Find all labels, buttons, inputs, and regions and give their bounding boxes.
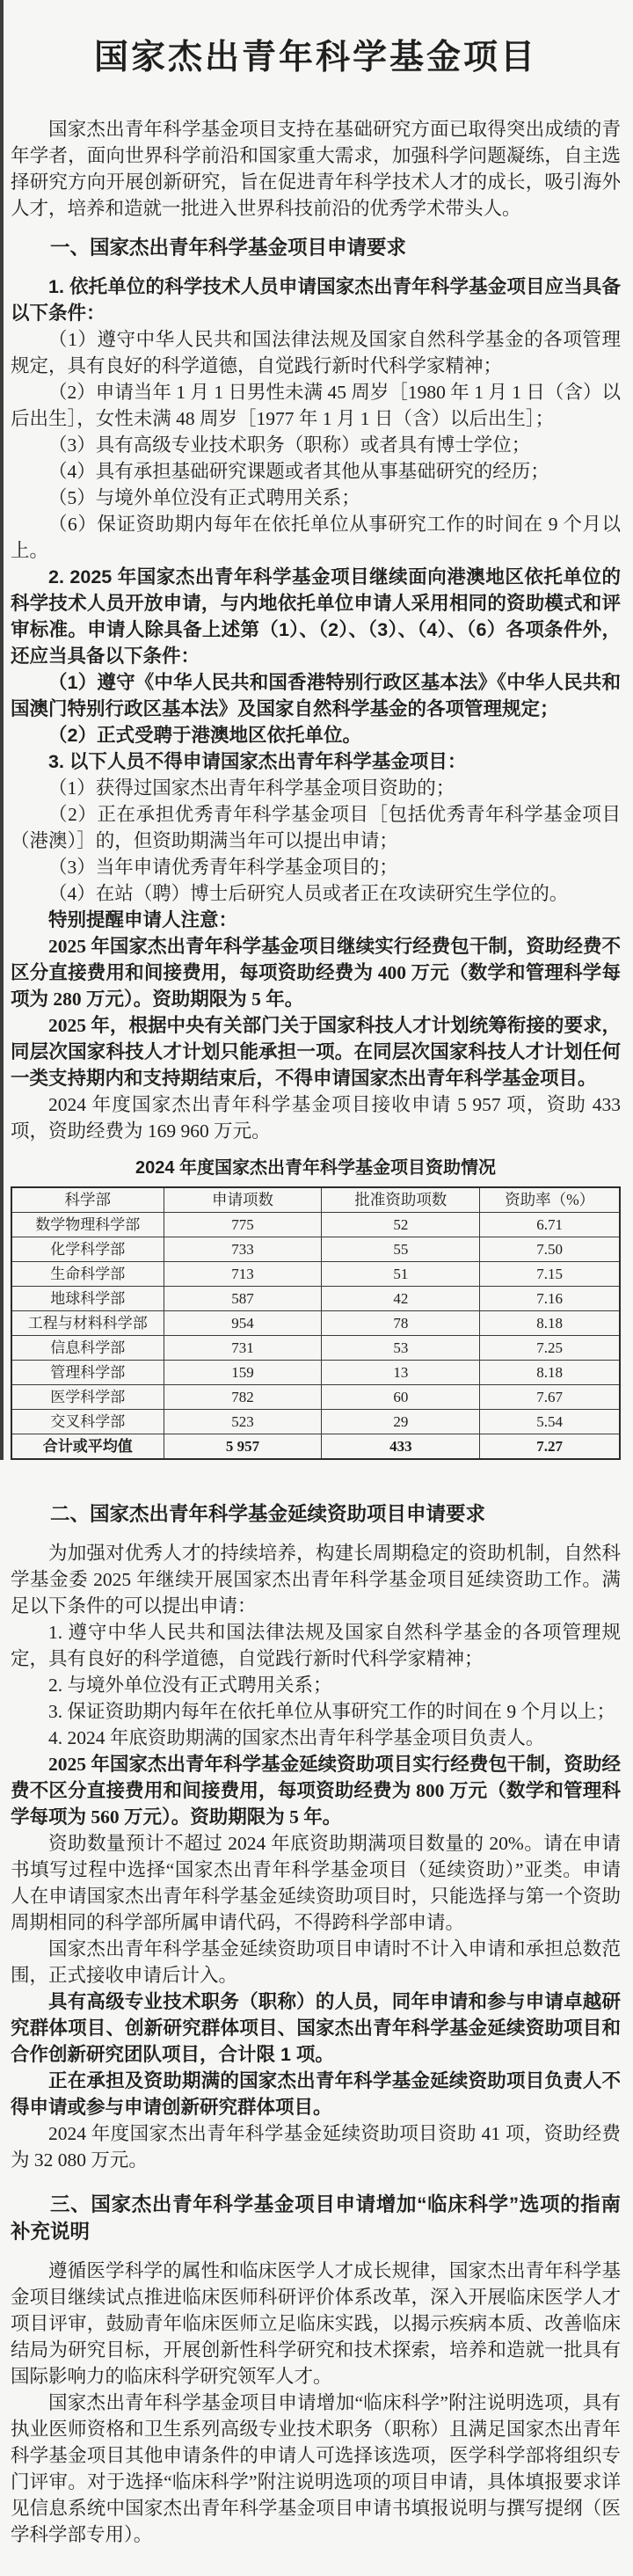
s2-item-3: 3. 保证资助期内每年在依托单位从事研究工作的时间在 9 个月以上； <box>48 1701 616 1722</box>
s2-intro: 为加强对优秀人才的持续培养，构建长周期稳定的资助机制，自然科学基金委 2025 年继续开展国家杰出青年科学基金项目延续资助工作。满足以下条件的可以提出申请： <box>11 1543 621 1616</box>
table-cell: 合计或平均值 <box>11 1434 164 1460</box>
table-row <box>11 1213 620 1237</box>
table-row <box>11 1237 620 1262</box>
col-header-approved: 批准资助项数 <box>322 1187 480 1213</box>
section-2-heading: 二、国家杰出青年科学基金延续资助项目申请要求 <box>50 1503 486 1525</box>
s1-condition-1-4: （4）具有承担基础研究课题或者其他从事基础研究的经历； <box>48 461 549 482</box>
table-row <box>11 1311 620 1336</box>
s1-condition-2-2: （2）正式受聘于港澳地区依托单位。 <box>48 725 361 746</box>
table-cell: 信息科学部 <box>11 1336 164 1361</box>
table-cell: 29 <box>322 1410 480 1434</box>
table-cell: 工程与材料科学部 <box>11 1311 164 1336</box>
table-row <box>11 1361 620 1385</box>
funding-table-body <box>11 1213 620 1460</box>
s1-condition-1: 1. 依托单位的科学技术人员申请国家杰出青年科学基金项目应当具备以下条件： <box>11 276 621 324</box>
table-cell: 7.50 <box>480 1237 620 1262</box>
table-row <box>11 1385 620 1410</box>
s1-condition-3-3: （3）当年申请优秀青年科学基金项目的； <box>48 857 398 878</box>
table-cell: 生命科学部 <box>11 1262 164 1287</box>
table-cell: 733 <box>164 1237 322 1262</box>
table-cell: 55 <box>322 1237 480 1262</box>
left-edge-shadow <box>0 0 4 1460</box>
table-cell: 5 957 <box>164 1434 322 1460</box>
table-cell: 7.25 <box>480 1336 620 1361</box>
s1-condition-1-2: （2）申请当年 1 月 1 日男性未满 45 周岁［1980 年 1 月 1 日（含）以后出生］，女性未满 48 周岁［1977 年 1 月 1 日（含）以后出生］； <box>11 382 621 429</box>
table-cell: 713 <box>164 1262 322 1287</box>
table-cell: 42 <box>322 1287 480 1311</box>
s1-condition-3-1: （1）获得过国家杰出青年科学基金项目资助的； <box>48 777 455 799</box>
s2-item-4: 4. 2024 年底资助期满的国家杰出青年科学基金项目负责人。 <box>48 1727 545 1748</box>
s2-restrict-rule: 正在承担及资助期满的国家杰出青年科学基金延续资助项目负责人不得申请或参与申请创新研究群体项目。 <box>11 2070 621 2118</box>
s2-item-2: 2. 与境外单位没有正式聘用关系； <box>48 1675 332 1696</box>
s1-remind-talent-plan: 2025 年，根据中央有关部门关于国家科技人才计划统筹衔接的要求，同层次国家科技人才计划只能承担一项。在同层次国家科技人才计划任何一类支持期内和支持期结束后，不得申请国家杰出青年科学基金项目。 <box>11 1015 621 1089</box>
s1-condition-1-3: （3）具有高级专业技术职务（职称）或者具有博士学位； <box>48 434 531 456</box>
table-cell: 731 <box>164 1336 322 1361</box>
table-row <box>11 1287 620 1311</box>
table-row <box>11 1336 620 1361</box>
table-cell: 78 <box>322 1311 480 1336</box>
s1-condition-2: 2. 2025 年国家杰出青年科学基金项目继续面向港澳地区依托单位的科学技术人员开放申请，与内地依托单位申请人采用相同的资助模式和评审标准。申请人除具备上述第（1）、（2）、（3）、（4）、（6）各项条件外，还应当具备以下条件： <box>11 566 621 667</box>
table-cell: 587 <box>164 1287 322 1311</box>
table-header-row <box>11 1187 620 1213</box>
table-cell: 13 <box>322 1361 480 1385</box>
table-cell: 60 <box>322 1385 480 1410</box>
table-cell: 51 <box>322 1262 480 1287</box>
table-cell: 地球科学部 <box>11 1287 164 1311</box>
s1-2024-stats: 2024 年度国家杰出青年科学基金项目接收申请 5 957 项，资助 433 项，资助经费为 169 960 万元。 <box>11 1094 621 1142</box>
intro-paragraph: 国家杰出青年科学基金项目支持在基础研究方面已取得突出成绩的青年学者，面向世界科学前沿和国家重大需求，加强科学问题凝练，自主选择研究方向开展创新研究，旨在促进青年科学技术人才的成长，吸引海外人才，培养和造就一批进入世界科技前沿的优秀学术带头人。 <box>11 119 621 219</box>
s2-funding: 2025 年国家杰出青年科学基金延续资助项目实行经费包干制，资助经费不区分直接费用和间接费用，每项资助经费为 800 万元（数学和管理科学每项为 560 万元）。资助期限为 5 年。 <box>11 1754 621 1828</box>
table-cell: 7.27 <box>480 1434 620 1460</box>
table-cell: 53 <box>322 1336 480 1361</box>
table-cell: 8.18 <box>480 1311 620 1336</box>
table-cell: 954 <box>164 1311 322 1336</box>
table-row <box>11 1262 620 1287</box>
s1-condition-1-5: （5）与境外单位没有正式聘用关系； <box>48 487 360 508</box>
table-cell: 52 <box>322 1213 480 1237</box>
s1-condition-3: 3. 以下人员不得申请国家杰出青年科学基金项目： <box>48 751 467 772</box>
s2-2024-stats: 2024 年度国家杰出青年科学基金延续资助项目资助 41 项，资助经费为 32 080 万元。 <box>11 2123 621 2171</box>
s2-count-rule: 国家杰出青年科学基金延续资助项目申请时不计入申请和承担总数范围，正式接收申请后计入。 <box>11 1938 621 1986</box>
col-header-applications: 申请项数 <box>164 1187 322 1213</box>
table-row <box>11 1410 620 1434</box>
s2-item-1: 1. 遵守中华人民共和国法律法规及国家自然科学基金的各项管理规定，具有良好的科学道德，自觉践行新时代科学家精神； <box>11 1622 621 1669</box>
col-header-department: 科学部 <box>11 1187 164 1213</box>
table-cell: 6.71 <box>480 1213 620 1237</box>
table-cell: 7.67 <box>480 1385 620 1410</box>
s3-paragraph-1: 遵循医学科学的属性和临床医学人才成长规律，国家杰出青年科学基金项目继续试点推进临床医师科研评价体系改革，深入开展临床医学人才项目评审，鼓励青年临床医师立足临床实践，以揭示疾病本质、改善临床结局为研究目标，开展创新性科学研究和技术探索，培养和造就一批具有国际影响力的临床科学研究领军人才。 <box>11 2260 621 2387</box>
table-cell: 523 <box>164 1410 322 1434</box>
table-cell: 5.54 <box>480 1410 620 1434</box>
s2-quota: 资助数量预计不超过 2024 年底资助期满项目数量的 20%。请在申请书填写过程中选择“国家杰出青年科学基金项目（延续资助）”亚类。申请人在申请国家杰出青年科学基金延续资助项目时，只能选择与第一个资助周期相同的科学部所属申请代码，不得跨科学部申请。 <box>11 1833 621 1933</box>
s1-condition-1-6: （6）保证资助期内每年在依托单位从事研究工作的时间在 9 个月以上。 <box>11 514 621 561</box>
col-header-rate: 资助率（%） <box>480 1187 620 1213</box>
table-cell: 数学物理科学部 <box>11 1213 164 1237</box>
table-cell: 159 <box>164 1361 322 1385</box>
table-cell: 医学科学部 <box>11 1385 164 1410</box>
table-cell: 管理科学部 <box>11 1361 164 1385</box>
s1-condition-2-1: （1）遵守《中华人民共和国香港特别行政区基本法》《中华人民共和国澳门特别行政区基本法》及国家自然科学基金的各项管理规定； <box>11 672 621 719</box>
table-cell: 交叉科学部 <box>11 1410 164 1434</box>
s1-condition-1-1: （1）遵守中华人民共和国法律法规及国家自然科学基金的各项管理规定，具有良好的科学道德，自觉践行新时代科学家精神； <box>11 329 621 376</box>
s1-condition-3-4: （4）在站（聘）博士后研究人员或者正在攻读研究生学位的。 <box>48 883 569 904</box>
table-caption: 2024 年度国家杰出青年科学基金项目资助情况 <box>135 1158 497 1178</box>
table-cell: 433 <box>322 1434 480 1460</box>
s3-paragraph-2: 国家杰出青年科学基金项目申请增加“临床科学”附注说明选项，具有执业医师资格和卫生系列高级专业技术职务（职称）且满足国家杰出青年科学基金项目其他申请条件的申请人可选择该选项，医学科学部将组织专门评审。对于选择“临床科学”附注说明选项的项目申请，具体填报要求详见信息系统中国家杰出青年科学基金项目申请书填报说明与撰写提纲（医学科学部专用）。 <box>11 2392 621 2545</box>
table-row <box>11 1434 620 1460</box>
table-cell: 775 <box>164 1213 322 1237</box>
s1-remind-label: 特别提醒申请人注意： <box>48 909 238 930</box>
s1-remind-funding: 2025 年国家杰出青年科学基金项目继续实行经费包干制，资助经费不区分直接费用和间接费用，每项资助经费为 400 万元（数学和管理科学每项为 280 万元）。资助期限为 5 年。 <box>11 936 621 1010</box>
section-1-heading: 一、国家杰出青年科学基金项目申请要求 <box>50 237 407 259</box>
doc-title: 国家杰出青年科学基金项目 <box>93 37 537 77</box>
s1-condition-3-2: （2）正在承担优秀青年科学基金项目［包括优秀青年科学基金项目（港澳）］的，但资助期满当年可以提出申请； <box>11 804 621 851</box>
funding-table <box>11 1186 621 1460</box>
table-cell: 782 <box>164 1385 322 1410</box>
table-cell: 7.15 <box>480 1262 620 1287</box>
table-cell: 8.18 <box>480 1361 620 1385</box>
section-3-heading: 三、国家杰出青年科学基金项目申请增加“临床科学”选项的指南补充说明 <box>11 2193 621 2243</box>
table-cell: 7.16 <box>480 1287 620 1311</box>
table-cell: 化学科学部 <box>11 1237 164 1262</box>
s2-limit-rule: 具有高级专业技术职务（职称）的人员，同年申请和参与申请卓越研究群体项目、创新研究群体项目、国家杰出青年科学基金延续资助项目和合作创新研究团队项目，合计限 1 项。 <box>11 1991 621 2065</box>
